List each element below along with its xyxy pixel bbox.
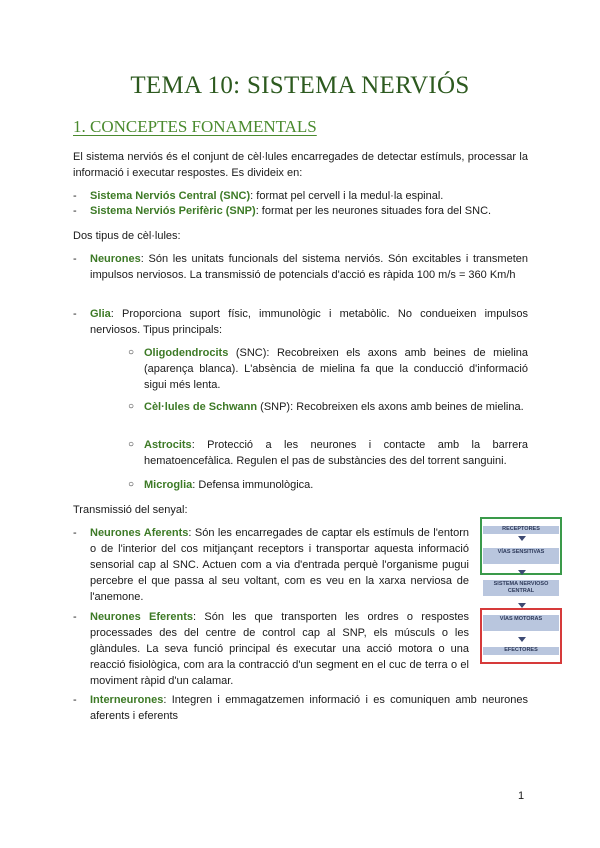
circle-bullet: ○ (128, 401, 135, 412)
glia-type-term: Microglia (144, 479, 193, 491)
dash-bullet: - (73, 253, 77, 265)
page-number: 1 (518, 790, 525, 802)
division-item (73, 188, 528, 204)
glia-type-text: (SNP): Recobreixen els axons amb beines de mielina. (257, 401, 524, 413)
glia-type-term: Cèl·lules de Schwann (144, 401, 258, 413)
glia-text: : Proporciona suport físic, immunològic i metabòlic. No condueixen impulsos nerviosos. Tipus principals: (90, 308, 528, 336)
glia-type-item (128, 477, 528, 493)
transmission-text: : Són les que transporten les ordres o respostes processades des del centre de control cap al SNP, els músculs o les glàndules. La seva funció principal és executar una acció motora o una reacció fisiològica, com ara la contracció d'un segment en el cuc de terra o el moviment ràpid d'un calamar. (90, 611, 469, 687)
transmission-term: Neurones Eferents (90, 611, 194, 623)
neurones-item (73, 251, 528, 283)
dash-bullet: - (73, 190, 77, 202)
transmission-item (73, 692, 528, 724)
sensory-pathways-label: VÍAS SENSITIVAS (483, 548, 559, 564)
transmission-term: Interneurones (90, 694, 164, 706)
division-term: Sistema Nerviós Perifèric (SNP) (90, 205, 256, 217)
glia-type-item (128, 437, 528, 469)
transmission-intro: Transmissió del senyal: (73, 504, 188, 516)
transmission-text: : Integren i emmagatzemen informació i es comuniquen amb neurones aferents i eferents (90, 694, 528, 722)
glia-type-term: Oligodendrocits (144, 347, 229, 359)
transmission-item (73, 525, 469, 605)
glia-type-item (128, 399, 528, 415)
cns-label: SISTEMA NERVIOSO CENTRAL (483, 580, 559, 596)
glia-type-term: Astrocits (144, 439, 192, 451)
neurones-text: : Són les unitats funcionals del sistema nerviós. Són excitables i transmeten impulsos nerviosos. La transmissió de potencials d'acció es ràpida 100 m/s = 360 Km/h (90, 253, 528, 281)
division-term: Sistema Nerviós Central (SNC) (90, 190, 251, 202)
division-text: : format per les neurones situades fora del SNC. (255, 205, 492, 217)
arrow-down-icon (518, 637, 526, 642)
motor-pathways-label: VÍAS MOTORAS (483, 615, 559, 631)
dash-bullet: - (73, 527, 77, 539)
arrow-down-icon (518, 570, 526, 575)
division-text: : format pel cervell i la medul·la espinal. (250, 190, 444, 202)
glia-type-text: (SNC): Recobreixen els axons amb beines de mielina (aparença blanca). L'absència de mielina fa que la conducció d'informació sigui més lenta. (144, 347, 528, 391)
transmission-term: Neurones Aferents (90, 527, 189, 539)
glia-type-text: : Defensa immunològica. (192, 479, 314, 491)
effectors-label: EFECTORES (483, 647, 559, 655)
circle-bullet: ○ (128, 439, 135, 450)
transmission-text: : Són les encarregades de captar els estímuls de l'entorn o de l'interior del cos mitjançant receptors i transportar aquesta informació sensorial cap al SNC. Actuen com a via d'entrada perquè l'organisme pugui percebre el que passa al seu voltant, com es veu en la xarxa nerviosa de l'anemone. (90, 527, 469, 603)
glia-type-item (128, 345, 528, 393)
dash-bullet: - (73, 308, 77, 320)
dash-bullet: - (73, 611, 77, 623)
neurones-term: Neurones (90, 253, 141, 265)
page-title: TEMA 10: SISTEMA NERVIÓS (130, 72, 470, 99)
dash-bullet: - (73, 205, 77, 217)
glia-item (73, 306, 528, 338)
cell-types-intro: Dos tipus de cèl·lules: (73, 230, 181, 242)
transmission-item (73, 609, 469, 689)
arrow-down-icon (518, 603, 526, 608)
receptors-label: RECEPTORES (483, 526, 559, 534)
circle-bullet: ○ (128, 479, 135, 490)
circle-bullet: ○ (128, 347, 135, 358)
division-item (73, 203, 528, 219)
glia-type-text: : Protecció a les neurones i contacte amb la barrera hematoencefàlica. Regulen el pas de substàncies des del torrent sanguini. (144, 439, 528, 467)
section-heading: 1. CONCEPTES FONAMENTALS (73, 117, 317, 136)
arrow-down-icon (518, 536, 526, 541)
intro-paragraph: El sistema nerviós és el conjunt de cèl·lules encarregades de detectar estímuls, processar la informació i executar respostes. Es divideix en: (73, 151, 528, 179)
glia-term: Glia (90, 308, 111, 320)
dash-bullet: - (73, 694, 77, 706)
